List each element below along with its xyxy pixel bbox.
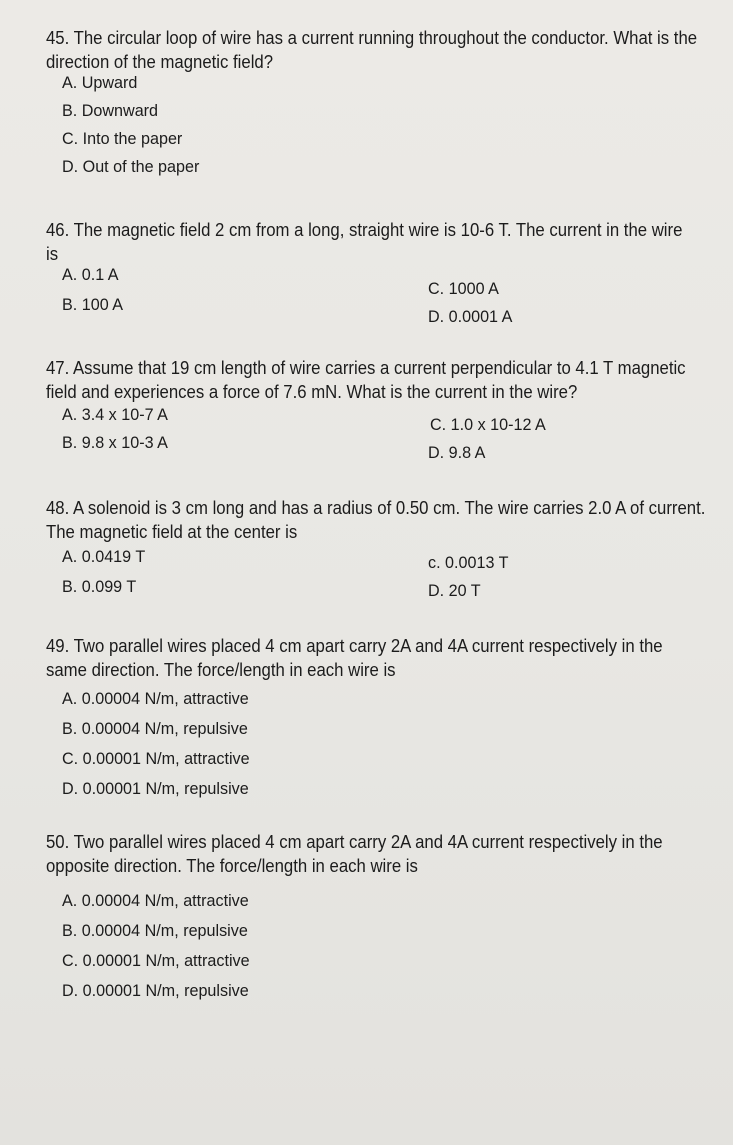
question-45-option-c: C. Into the paper [62, 129, 183, 148]
question-50-option-d: D. 0.00001 N/m, repulsive [62, 981, 249, 1000]
question-50-stem [46, 830, 673, 878]
question-48-line-2: The magnetic field at the center is [46, 522, 298, 542]
question-46-line-1: 46. The magnetic field 2 cm from a long, straight wire is 10-6 T. The current in the wire [46, 220, 683, 240]
question-48-line-1: 48. A solenoid is 3 cm long and has a radius of 0.50 cm. The wire carries 2.0 A of current. [46, 498, 706, 518]
question-46-line-2: is [46, 244, 59, 264]
question-47-line-2: field and experiences a force of 7.6 mN. What is the current in the wire? [46, 382, 578, 402]
question-49-option-b: B. 0.00004 N/m, repulsive [62, 719, 248, 738]
question-49-stem [46, 634, 673, 682]
question-46-option-d: D. 0.0001 A [428, 307, 513, 326]
question-47-line-1: 47. Assume that 19 cm length of wire carries a current perpendicular to 4.1 T magnetic [46, 358, 686, 378]
question-48-option-b: B. 0.099 T [62, 577, 137, 596]
question-46-option-b: B. 100 A [62, 295, 124, 314]
question-45-option-b: B. Downward [62, 101, 159, 120]
question-50-line-2: opposite direction. The force/length in each wire is [46, 856, 418, 876]
question-48-option-c: c. 0.0013 T [428, 553, 509, 572]
question-45-stem [46, 26, 698, 74]
question-49-option-d: D. 0.00001 N/m, repulsive [62, 779, 249, 798]
question-48-option-a: A. 0.0419 T [62, 547, 146, 566]
question-50-option-b: B. 0.00004 N/m, repulsive [62, 921, 248, 940]
question-45-line-1: 45. The circular loop of wire has a current running throughout the conductor. What is the [46, 28, 698, 48]
question-50-option-a: A. 0.00004 N/m, attractive [62, 891, 249, 910]
question-47-stem [46, 356, 686, 404]
question-46-option-c: C. 1000 A [428, 279, 499, 298]
question-47-option-a: A. 3.4 x 10-7 A [62, 405, 168, 424]
question-47-option-d: D. 9.8 A [428, 443, 486, 462]
question-46-option-a: A. 0.1 A [62, 265, 119, 284]
question-49-line-1: 49. Two parallel wires placed 4 cm apart carry 2A and 4A current respectively in the [46, 636, 663, 656]
question-49-option-c: C. 0.00001 N/m, attractive [62, 749, 250, 768]
question-50-option-c: C. 0.00001 N/m, attractive [62, 951, 250, 970]
question-49-line-2: same direction. The force/length in each wire is [46, 660, 396, 680]
question-46-stem [46, 218, 683, 266]
question-45-option-d: D. Out of the paper [62, 157, 200, 176]
question-47-option-c: C. 1.0 x 10-12 A [430, 415, 546, 434]
question-47-option-b: B. 9.8 x 10-3 A [62, 433, 168, 452]
question-49-option-a: A. 0.00004 N/m, attractive [62, 689, 249, 708]
question-50-line-1: 50. Two parallel wires placed 4 cm apart carry 2A and 4A current respectively in the [46, 832, 663, 852]
question-45-option-a: A. Upward [62, 73, 138, 92]
question-45-line-2: direction of the magnetic field? [46, 52, 274, 72]
question-48-stem [46, 496, 706, 544]
question-48-option-d: D. 20 T [428, 581, 481, 600]
